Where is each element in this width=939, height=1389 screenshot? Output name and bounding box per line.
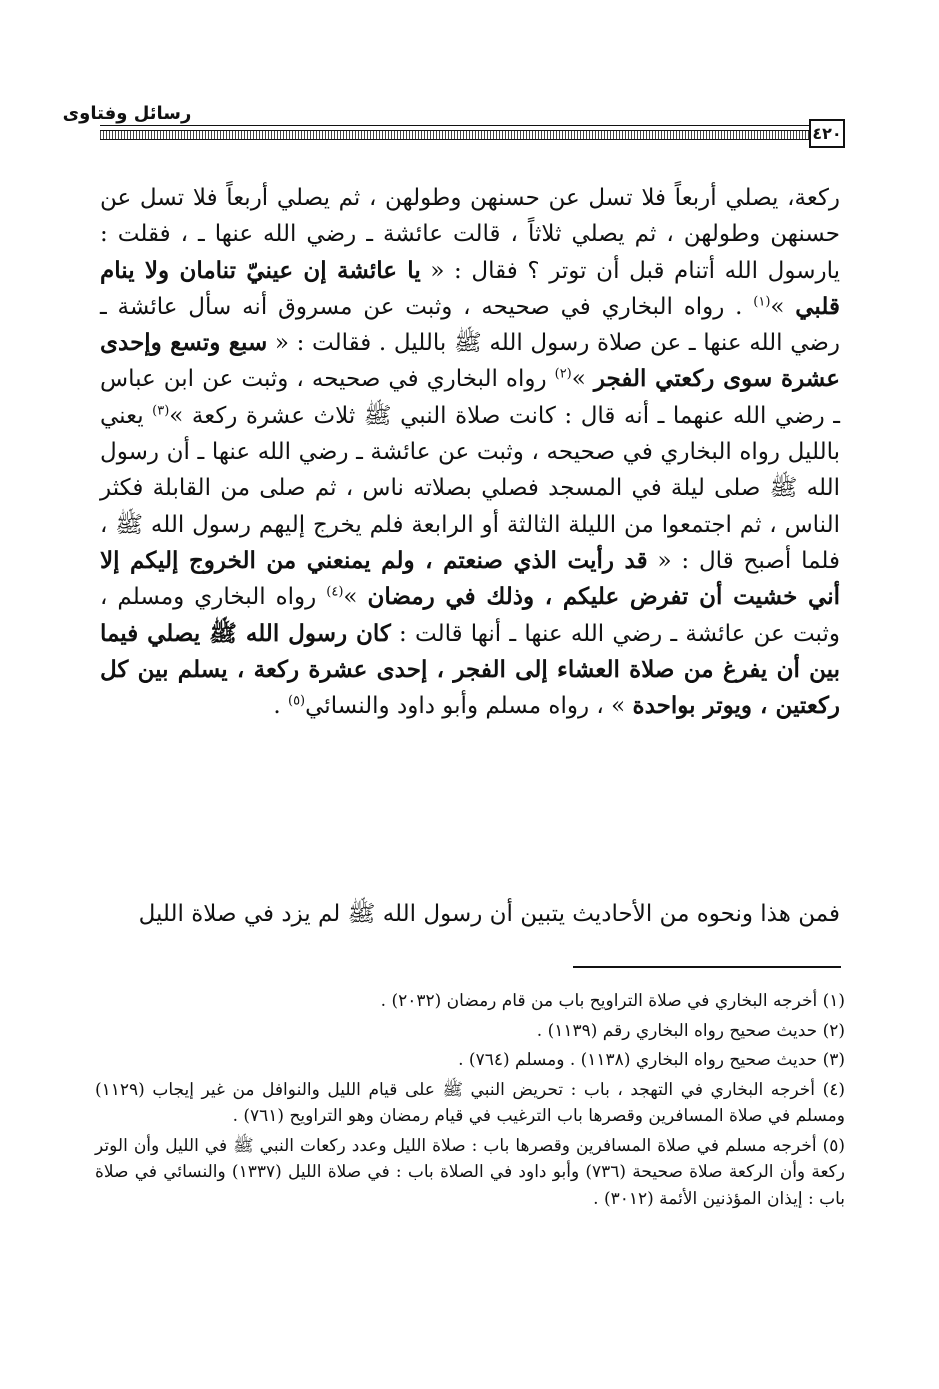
footnote-ref: (٥) — [287, 693, 306, 709]
footnote-item: (٣) حديث صحيح رواه البخاري (١١٣٨) . ومسلم (٧٦٤) . — [458, 1050, 845, 1070]
running-header-title: رسائل وفتاوى — [62, 103, 192, 124]
main-text — [100, 180, 840, 724]
header-decorative-band — [100, 130, 815, 140]
text-segment: » — [343, 584, 368, 611]
header-rule — [100, 125, 840, 126]
text-segment: . رواه البخاري في صحيحه ، وثبت عن مسروق أنه سأل عائشة ـ رضي الله عنها ـ عن صلاة رسول الله ﷺ بالليل . فقالت : « — [100, 293, 841, 357]
footnote-ref: (٣) — [152, 403, 170, 419]
page-number: ٤٢٠ — [809, 119, 845, 148]
footnote-ref: (٢) — [554, 366, 572, 382]
footnote-ref: (١) — [753, 294, 771, 310]
footnote-separator — [573, 966, 841, 968]
text-segment: . — [273, 693, 288, 720]
text-segment: يعني بالليل رواه البخاري في صحيحه ، وثبت عن عائشة ـ رضي الله عنها ـ أن رسول الله ﷺ صلى ليلة في المسجد فصلي بصلاته ناس ، ثم صلى من القابلة فكثر الناس ، ثم اجتمعوا من الليلة الثالثة أو الرابعة فلم يخرج إليهم رسول الله ﷺ ، فلما أصبح قال : « — [100, 402, 841, 574]
text-segment: » — [571, 366, 594, 393]
text-segment: ركعة، يصلي أربعاً فلا تسل عن حسنهن وطولهن ، ثم يصلي أربعاً فلا تسل عن حسنهن وطولهن ، ثم يصلي ثلاثاً ، قالت عائشة ـ رضي الله عنها ـ ، فقلت : يارسول الله أتنام قبل أن توتر ؟ فقال : « — [100, 185, 840, 284]
footnote-item: (١) أخرجه البخاري في صلاة التراويح باب من قام رمضان (٢٠٣٢) . — [380, 991, 845, 1011]
footnote-ref: (٤) — [326, 584, 344, 600]
footnote-item: (٥) أخرجه مسلم في صلاة المسافرين وقصرها باب : صلاة الليل وعدد ركعات النبي ﷺ في الليل وأن الوتر ركعة وأن الركعة صلاة صحيحة (٧٣٦) وأبو داود في الصلاة باب : في صلاة الليل (١٣٣٧) والنسائي في صلاة باب : إيذان المؤذنين الأئمة (٣٠١٢) . — [95, 1135, 845, 1209]
footnote-item: (٤) أخرجه البخاري في التهجد ، باب : تحريض النبي ﷺ على قيام الليل والنوافل من غير إيجاب (١١٢٩) ومسلم في صلاة المسافرين وقصرها باب الترغيب في قيام رمضان وهو التراويح (٧٦١) . — [95, 1079, 845, 1126]
hadith-quote: يا عائشة إن عينيّ تنامان ولا ينام قلبي — [100, 256, 840, 320]
text-segment: » — [770, 293, 796, 320]
hadith-quote: قد رأيت الذي صنعتم ، ولم يمنعني من الخروج إليكم إلا أني خشيت أن تفرض عليكم ، وذلك في رمضان — [100, 546, 840, 611]
text-segment: » ، رواه مسلم وأبو داود والنسائي — [305, 693, 633, 720]
footnote-item: (٢) حديث صحيح رواه البخاري رقم (١١٣٩) . — [536, 1020, 845, 1041]
hadith-quote: سبع وتسع وإحدى عشرة سوى ركعتي الفجر — [100, 329, 841, 393]
text-segment: رواه البخاري في صحيحه ، وثبت عن ابن عباس ـ رضي الله عنهما ـ أنه قال : كانت صلاة النبي ﷺ ثلاث عشرة ركعة » — [100, 366, 840, 429]
closing-paragraph: فمن هذا ونحوه من الأحاديث يتبين أن رسول الله ﷺ لم يزد في صلاة الليل — [138, 901, 840, 927]
footnotes — [95, 988, 845, 1215]
text-segment: رواه البخاري ومسلم ، وثبت عن عائشة ـ رضي الله عنها ـ أنها قالت : — [100, 584, 840, 647]
hadith-quote: كان رسول الله ﷺ يصلي فيما بين أن يفرغ من صلاة العشاء إلى الفجر ، إحدى عشرة ركعة ، يسلم بين كل ركعتين ، ويوتر بواحدة — [100, 619, 840, 720]
